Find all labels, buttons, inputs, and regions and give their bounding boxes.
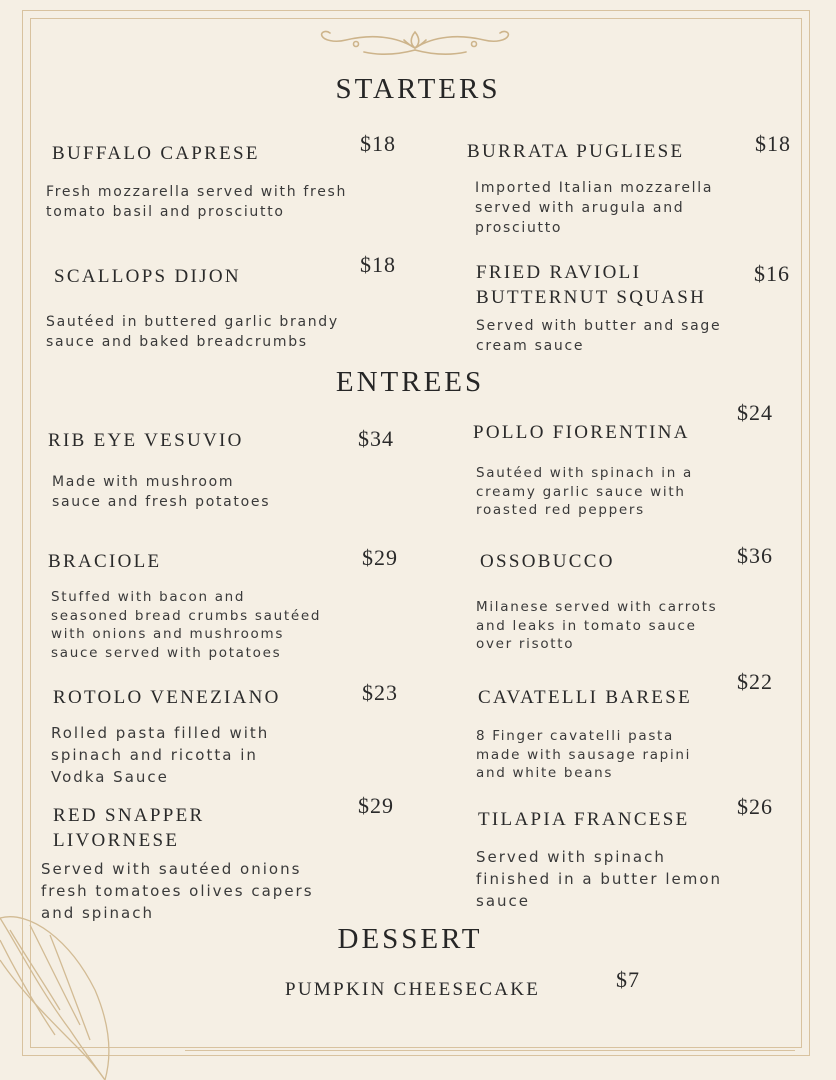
item-desc-braciole: Stuffed with bacon and seasoned bread crumbs sautéed with onions and mushrooms sauce served with potatoes [51, 589, 322, 661]
item-price-rib-eye-vesuvio: $34 [358, 426, 394, 451]
item-name-red-snapper-livornese: RED SNAPPER LIVORNESE [53, 805, 205, 851]
item-desc-red-snapper: Served with sautéed onions fresh tomatoes olives capers and spinach [41, 860, 314, 922]
item-name-rib-eye-vesuvio: RIB EYE VESUVIO [48, 430, 244, 451]
item-desc-cavatelli-barese: 8 Finger cavatelli pasta made with sausage rapini and white beans [476, 728, 692, 781]
item-name-ossobucco: OSSOBUCCO [480, 551, 615, 572]
item-price-scallops-dijon: $18 [360, 252, 396, 277]
item-name-cavatelli-barese: CAVATELLI BARESE [478, 687, 692, 708]
item-price-ossobucco: $36 [737, 543, 773, 568]
item-name-pumpkin-cheesecake: PUMPKIN CHEESECAKE [285, 979, 541, 1000]
item-name-buffalo-caprese: BUFFALO CAPRESE [52, 143, 260, 164]
item-price-braciole: $29 [362, 545, 398, 570]
item-desc-burrata-pugliese: Imported Italian mozzarella served with arugula and prosciutto [475, 180, 714, 236]
item-desc-tilapia-francese: Served with spinach finished in a butter lemon sauce [476, 848, 723, 910]
item-desc-scallops-dijon: Sautéed in buttered garlic brandy sauce and baked breadcrumbs [46, 314, 339, 350]
item-name-scallops-dijon: SCALLOPS DIJON [54, 266, 241, 287]
item-desc-buffalo-caprese: Fresh mozzarella served with fresh tomato basil and prosciutto [46, 184, 348, 220]
section-title-starters: STARTERS [335, 73, 501, 105]
item-price-cavatelli-barese: $22 [737, 669, 773, 694]
item-price-pollo-fiorentina: $24 [737, 400, 773, 425]
item-price-buffalo-caprese: $18 [360, 131, 396, 156]
item-price-red-snapper: $29 [358, 793, 394, 818]
item-name-braciole: BRACIOLE [48, 551, 162, 572]
item-price-burrata-pugliese: $18 [755, 131, 791, 156]
item-name-rotolo-veneziano: ROTOLO VENEZIANO [53, 687, 281, 708]
item-name-fried-ravioli: FRIED RAVIOLI BUTTERNUT SQUASH [476, 262, 707, 308]
item-desc-fried-ravioli: Served with butter and sage cream sauce [476, 318, 722, 354]
item-name-tilapia-francese: TILAPIA FRANCESE [478, 809, 690, 830]
section-title-entrees: ENTREES [335, 366, 485, 398]
item-name-pollo-fiorentina: POLLO FIORENTINA [473, 422, 690, 443]
frame-bottom-line [185, 1050, 795, 1051]
item-name-burrata-pugliese: BURRATA PUGLIESE [467, 141, 685, 162]
item-desc-ossobucco: Milanese served with carrots and leaks in tomato sauce over risotto [476, 599, 718, 652]
item-price-rotolo-veneziano: $23 [362, 680, 398, 705]
item-price-tilapia-francese: $26 [737, 794, 773, 819]
item-price-fried-ravioli: $16 [754, 261, 790, 286]
scroll-ornament-icon [316, 26, 514, 60]
item-desc-rib-eye-vesuvio: Made with mushroom sauce and fresh potatoes [52, 474, 271, 510]
item-desc-pollo-fiorentina: Sautéed with spinach in a creamy garlic sauce with roasted red peppers [476, 465, 693, 518]
item-desc-rotolo-veneziano: Rolled pasta filled with spinach and ricotta in Vodka Sauce [51, 724, 270, 786]
section-title-dessert: DESSERT [337, 923, 483, 955]
item-price-pumpkin-cheesecake: $7 [616, 967, 640, 992]
